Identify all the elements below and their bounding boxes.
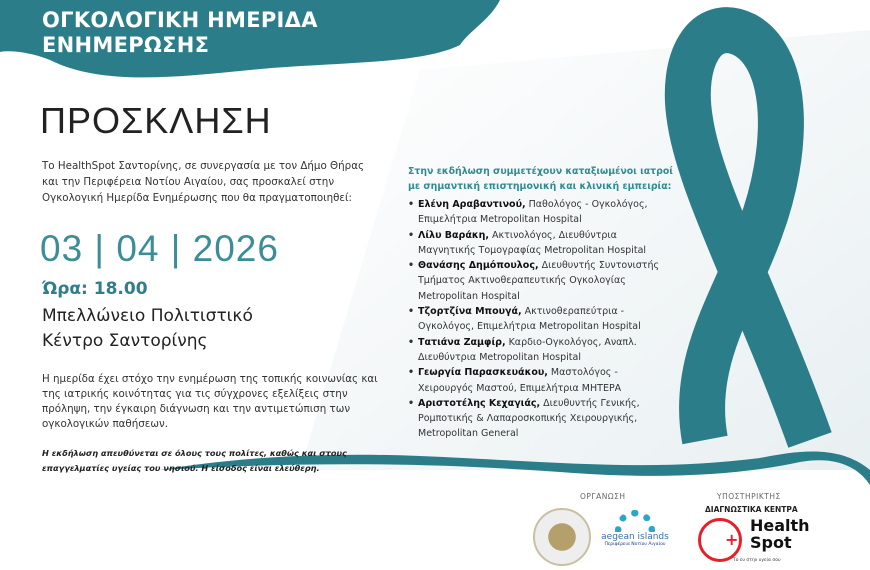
description-text: Η ημερίδα έχει στόχο την ενημέρωση της τοπικής κοινωνίας και της ιατρικής κοινότητας για τις σύγχρονες εξελίξεις στην πρόληψη, την έγκαιρη διάγνωση και την αντιμετώπιση των ογκολογικών παθήσεων. bbox=[42, 373, 378, 430]
speaker-name: Τατιάνα Ζαμφίρ, bbox=[418, 336, 506, 348]
speaker-item bbox=[408, 228, 668, 259]
event-date: 03 | 04 | 2026 bbox=[40, 228, 279, 269]
speaker-name: Αριστοτέλης Κεχαγιάς, bbox=[418, 397, 541, 409]
event-time: Ώρα: 18.00 bbox=[42, 279, 148, 299]
speaker-name: Τζορτζίνα Μπουγά, bbox=[418, 306, 522, 318]
venue-line-2: Κέντρο Σαντορίνης bbox=[42, 331, 208, 351]
speaker-role: Παθολόγος - Ογκολόγος, Επιμελήτρια Metropolitan Hospital bbox=[418, 199, 648, 226]
speaker-role: Μαστολόγος - Χειρουργός Μαστού, Επιμελήτρια ΜΗΤΕΡΑ bbox=[418, 367, 622, 394]
note-line-1: Η εκδήλωση απευθύνεται σε όλους τους πολίτες, καθώς και στους bbox=[42, 448, 347, 458]
speakers-heading-line-2: με σημαντική επιστημονική και κλινική εμπειρία: bbox=[408, 181, 672, 192]
municipality-thera-logo bbox=[533, 508, 591, 566]
speaker-role: Διευθυντής Συντονιστής Τμήματος Ακτινοθεραπευτικής Ογκολογίας Metropolitan Hospital bbox=[418, 260, 660, 302]
speaker-role: Ακτινολόγος, Διευθύντρια Μαγνητικής Τομογραφίας Metropolitan Hospital bbox=[418, 229, 647, 256]
speakers-list bbox=[408, 197, 668, 442]
speaker-name: Γεωργία Παρασκευάκου, bbox=[418, 367, 548, 379]
speakers-heading-line-1: Στην εκδήλωση συμμετέχουν καταξιωμένοι ιατροί bbox=[408, 166, 673, 177]
venue-line-1: Μπελλώνειο Πολιτιστικό bbox=[42, 306, 253, 326]
aegean-logo-subtitle: Περιφέρεια Νοτίου Αιγαίου bbox=[604, 542, 666, 547]
event-title bbox=[42, 8, 318, 58]
organization-label: ΟΡΓΑΝΩΣΗ bbox=[580, 492, 626, 501]
speaker-item bbox=[408, 304, 668, 335]
note-line-2: επαγγελματίες υγείας του νησιού. Η είσοδος είναι ελεύθερη. bbox=[42, 463, 320, 473]
speaker-name: Θανάσης Δημόπουλος, bbox=[418, 260, 539, 272]
event-venue bbox=[42, 304, 253, 354]
dots-arch-icon bbox=[615, 510, 655, 532]
speaker-role: Διευθυντής Γενικής, Ρομποτικής & Λαπαροσκοπικής Χειρουργικής, Metropolitan General bbox=[418, 397, 640, 440]
speakers-heading bbox=[408, 164, 673, 194]
healthspot-line-1: Health bbox=[750, 516, 810, 535]
title-line-1: ΟΓΚΟΛΟΓΙΚΗ ΗΜΕΡΙΔΑ bbox=[42, 8, 318, 32]
speaker-item bbox=[408, 365, 668, 396]
sponsor-label: ΥΠΟΣΤΗΡΙΚΤΗΣ bbox=[717, 492, 781, 501]
speaker-role: Ακτινοθεραπεύτρια - Ογκολόγος, Επιμελήτρια Metropolitan Hospital bbox=[418, 306, 641, 333]
speaker-name: Ελένη Αραβαντινού, bbox=[418, 199, 526, 210]
title-line-2: ΕΝΗΜΕΡΩΣΗΣ bbox=[42, 33, 210, 57]
intro-text: Το HealthSpot Σαντορίνης, σε συνεργασία με τον Δήμο Θήρας και την Περιφέρεια Νοτίου Αιγαίου, σας προσκαλεί στην Ογκολογική Ημερίδα Ενημέρωσης που θα πραγματοποιηθεί: bbox=[42, 160, 365, 204]
healthspot-logo bbox=[750, 517, 810, 551]
sponsor-sublabel: ΔΙΑΓΝΩΣΤΙΚΑ ΚΕΝΤΡΑ bbox=[705, 505, 798, 514]
healthspot-tagline: Το ευ στην υγεία σου bbox=[733, 558, 781, 563]
speaker-role: Καρδιο-Ογκολόγος, Αναπλ. Διευθύντρια Metropolitan Hospital bbox=[418, 336, 637, 363]
aegean-logo-text: aegean islands bbox=[601, 532, 669, 542]
attendance-note bbox=[42, 446, 347, 476]
speaker-item bbox=[408, 197, 668, 228]
speaker-item bbox=[408, 335, 668, 366]
speaker-item bbox=[408, 396, 668, 442]
speaker-item bbox=[408, 258, 668, 304]
healthspot-line-2: Spot bbox=[750, 533, 792, 552]
invitation-heading: ΠΡΟΣΚΛΗΣΗ bbox=[40, 100, 272, 141]
speaker-name: Λίλυ Βαράκη, bbox=[418, 229, 490, 241]
aegean-islands-logo bbox=[600, 510, 670, 547]
healthspot-circle-icon: + bbox=[698, 518, 742, 562]
